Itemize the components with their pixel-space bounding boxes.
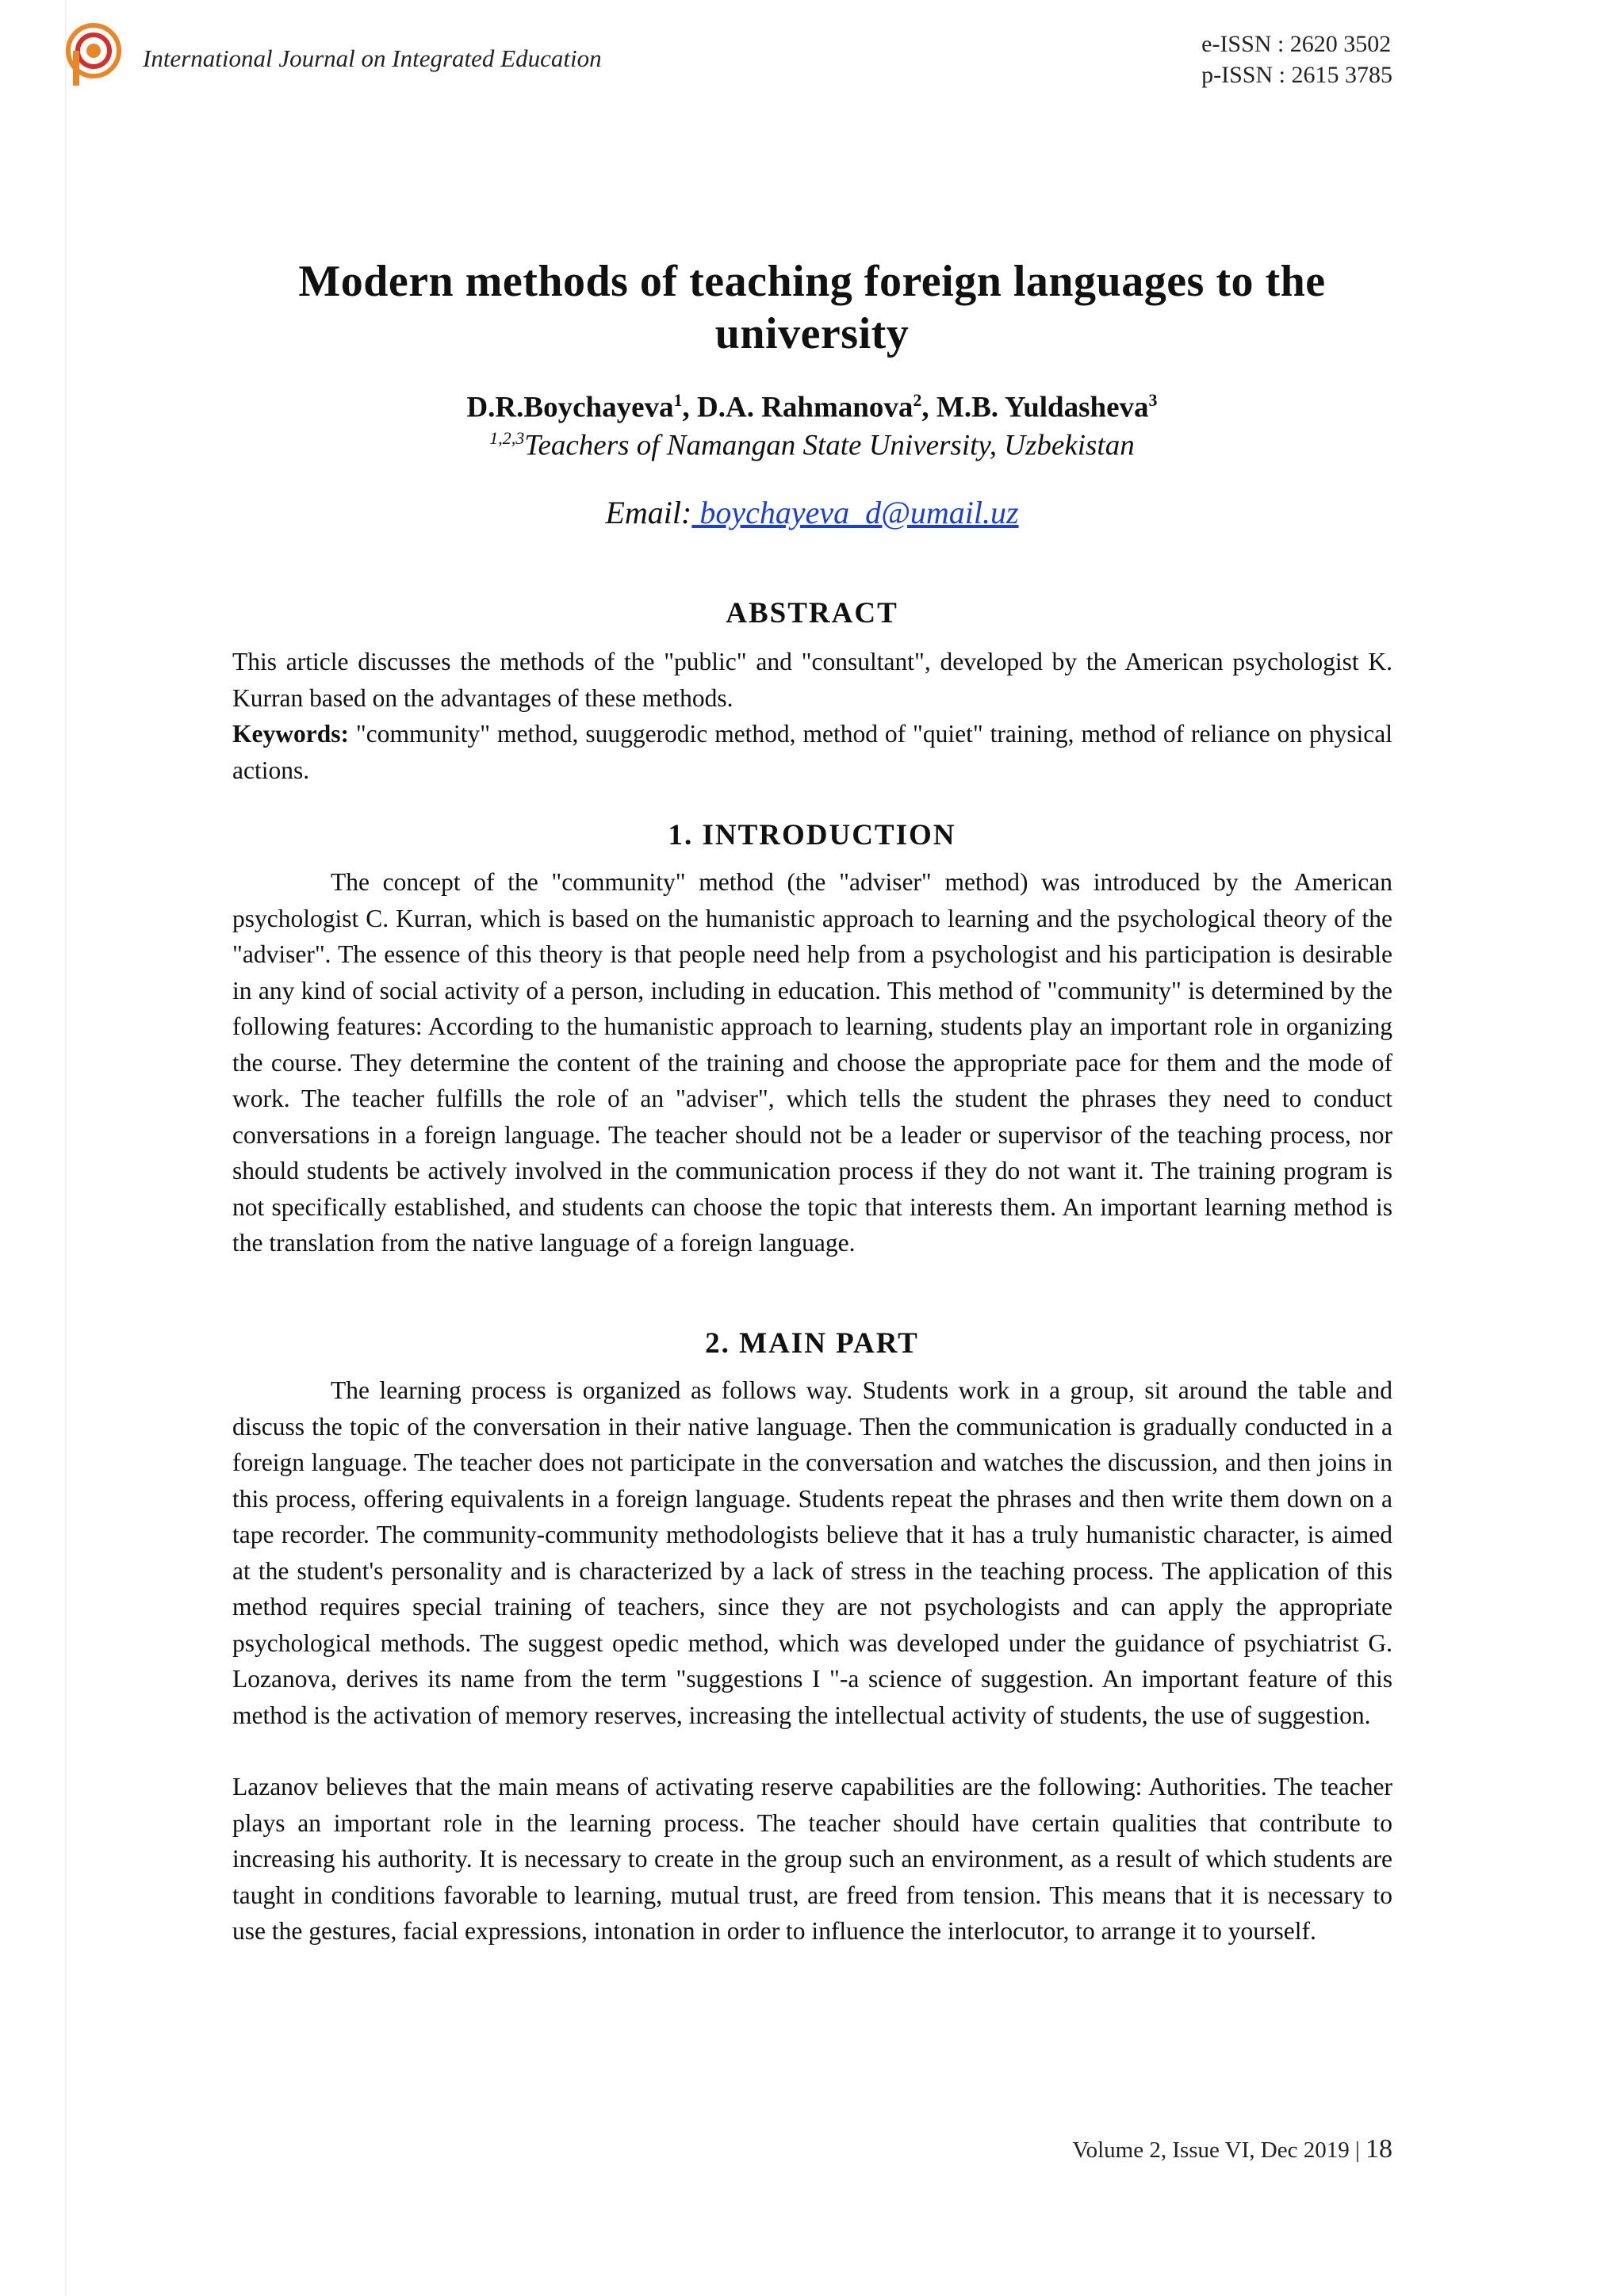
- author-sup: 3: [1148, 390, 1158, 410]
- introduction-text: The concept of the "community" method (the "adviser" method) was introduced by the American psychologist C. Kurran, which is based on the humanistic approach to learning and the psychological theory of the "adviser". The essence of this theory is that people need help from a psychologist and his participation is desirable in any kind of social activity of a person, including in education. This method of "community" is determined by the following features: According to the humanistic approach to learning, students play an important role in organizing the course. They determine the content of the training and choose the appropriate pace for them and the mode of work. The teacher fulfills the role of an "adviser", which tells the student the phrases they need to conduct conversations in a foreign language. The teacher should not be a leader or supervisor of the teaching process, nor should students be actively involved in the communication process if they do not want it. The training program is not specifically established, and students can choose the topic that interests them. An important learning method is the translation from the native language of a foreign language.: [232, 868, 1392, 1257]
- keywords-label: Keywords:: [232, 720, 349, 748]
- page-edge: [65, 0, 67, 2296]
- affiliation-sup: 1,2,3: [489, 428, 525, 448]
- affiliation-text: Teachers of Namangan State University, Uzbekistan: [524, 429, 1135, 462]
- keywords: [232, 716, 1392, 788]
- author-name: D.A. Rahmanova: [697, 391, 914, 424]
- journal-name: International Journal on Integrated Education: [143, 44, 602, 72]
- keywords-text: "community" method, suuggerodic method, method of "quiet" training, method of reliance on physical actions.: [232, 720, 1392, 784]
- author-name: D.R.Boychayeva: [466, 391, 674, 424]
- author-name: M.B. Yuldasheva: [936, 391, 1149, 424]
- title-line-1: Modern methods of teaching foreign languages to the: [298, 257, 1326, 306]
- main-part-heading: 2. MAIN PART: [705, 1327, 919, 1360]
- pissn: p-ISSN : 2615 3785: [1201, 62, 1392, 88]
- email-label: Email:: [605, 495, 692, 530]
- title-line-2: university: [714, 309, 910, 358]
- page-number: 18: [1365, 2134, 1392, 2164]
- volume-info: Volume 2, Issue VI, Dec 2019 |: [1072, 2137, 1365, 2163]
- author-list: D.R.Boychayeva$^1$, D.A. Rahmanova$^2$, M.B. Yuldasheva$^3$: [466, 390, 1158, 424]
- author-sup: 2: [913, 390, 922, 410]
- affiliation: [206, 428, 1418, 462]
- abstract-heading: ABSTRACT: [726, 597, 898, 629]
- author-sup: 1: [673, 390, 683, 410]
- article-title: [206, 255, 1418, 360]
- abstract-text: This article discusses the methods of the "public" and "consultant", developed by the American psychologist K. Kurran based on the advantages of these methods.: [232, 648, 1392, 712]
- email-line: [206, 494, 1418, 531]
- issn-block: [1201, 29, 1392, 90]
- main-part-paragraph-2: Lazanov believes that the main means of activating reserve capabilities are the following: Authorities. The teacher plays an important role in the learning process. The teacher should have certain qualities that contribute to increasing his authority. It is necessary to create in the group such an environment, as a result of which students are taught in conditions favorable to learning, mutual trust, are freed from tension. This means that it is necessary to use the gestures, facial expressions, intonation in order to influence the interlocutor, to arrange it to yourself.: [232, 1773, 1392, 1945]
- email-link[interactable]: boychayeva_d@umail.uz: [691, 495, 1019, 530]
- page-footer: [1072, 2134, 1392, 2164]
- introduction-heading: 1. INTRODUCTION: [668, 819, 956, 851]
- journal-logo-icon: [65, 22, 122, 89]
- main-part-paragraph-1: The learning process is organized as follows way. Students work in a group, sit around the table and discuss the topic of the conversation in their native language. Then the communication is gradually conducted in a foreign language. The teacher does not participate in the conversation and watches the discussion, and then joins in this process, offering equivalents in a foreign language. Students repeat the phrases and then write them down on a tape recorder. The community-community methodologists believe that it has a truly humanistic character, is aimed at the student's personality and is characterized by a lack of stress in the teaching process. The application of this method requires special training of teachers, since they are not psychologists and can apply the appropriate psychological methods. The suggest opedic method, which was developed under the guidance of psychiatrist G. Lozanova, derives its name from the term "suggestions I "-a science of suggestion. An important feature of this method is the activation of memory reserves, increasing the intellectual activity of students, the use of suggestion.: [232, 1376, 1392, 1729]
- eissn: e-ISSN : 2620 3502: [1201, 31, 1392, 57]
